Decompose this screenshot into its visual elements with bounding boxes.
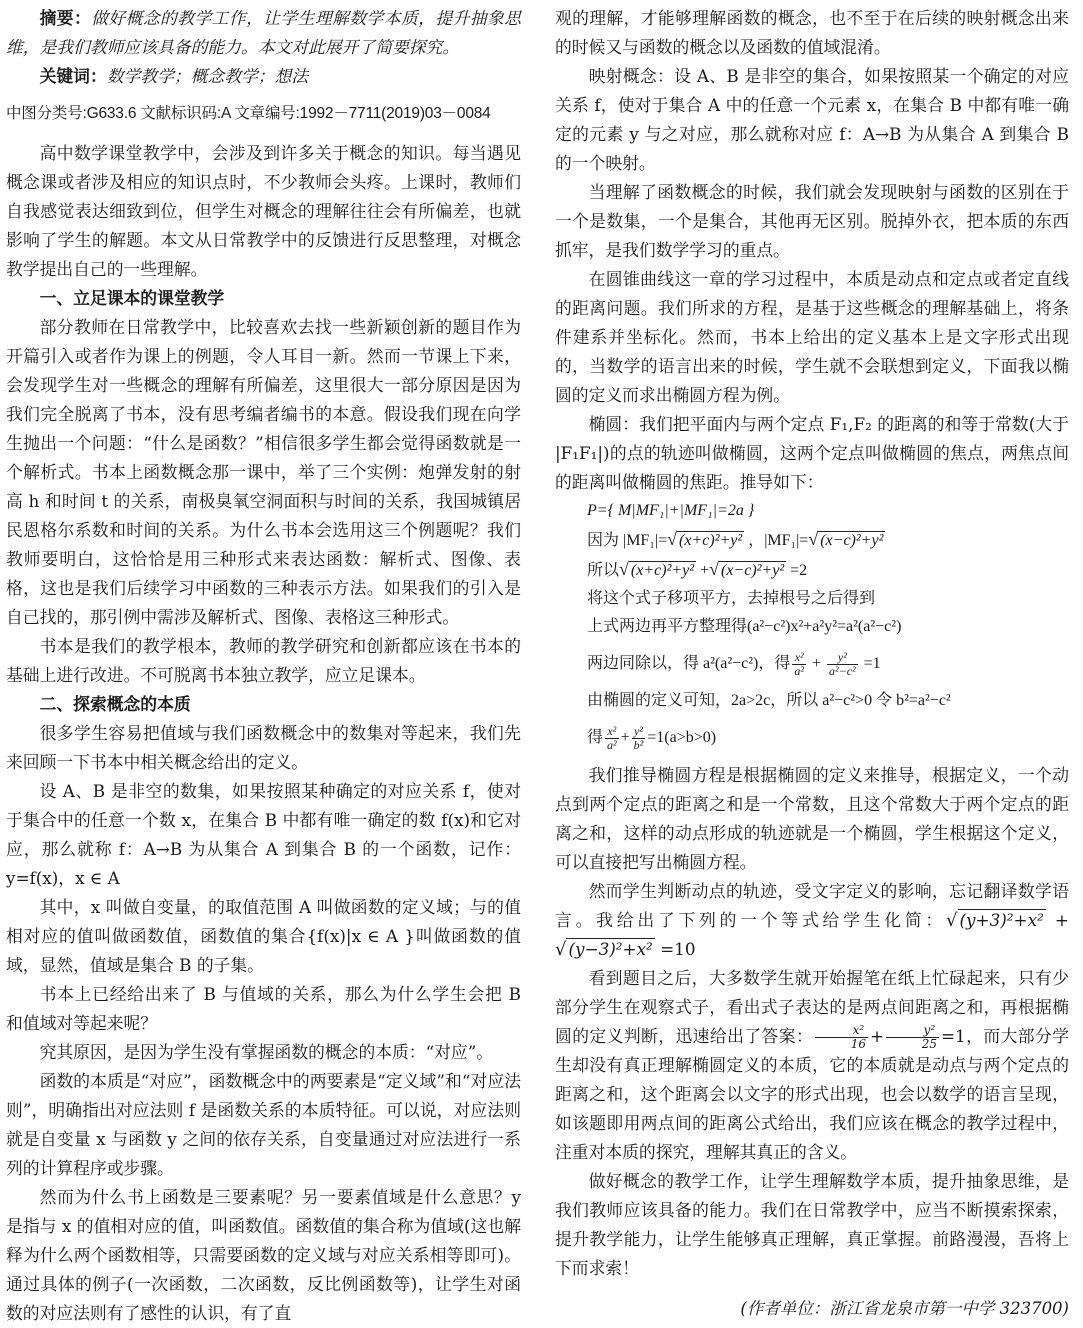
denominator: 25 (921, 1037, 937, 1051)
function-definition: 设 A、B 是非空的数集，如果按照某种确定的对应关系 f，使对于集合中的任意一个数 x，在集合 B 中都有唯一确定的数 f(x)和它对应，那么就称 f：A→B 为从集合 A 到集合 B 的一个函数，记作：y=f(x)，x ∈ A (6, 781, 521, 888)
paragraph: 部分教师在日常教学中，比较喜欢去找一些新颖创新的题目作为开篇引入或者作为课上的例题，令人耳目一新。然而一节课上下来，会发现学生对一些概念的理解有所偏差，这里很大一部分原因是因为我们完全脱离了书本，没有思考编者编书的本意。假设我们现在向学生抛出一个问题：“什么是函数？”相信很多学生都会觉得函数就是一个解析式。书本上函数概念那一课中，举了三个实例：炮弹发射的射高 h 和时间 t 的关系，南极臭氧空洞面积与时间的关系，我国城镇居民恩格尔系数和时间的关系。为什么书本会选用这三个例题呢？我们教师要明白，这恰恰是用三种形式来表达函数：解析式、图像、表格，这也是我们后续学习中函数的三种表示方法。如果我们的引入是自己找的，那引例中需涉及解析式、图像、表格这三种形式。 (6, 317, 521, 627)
eq2-prefix: 因为 |MF₁|= (587, 532, 668, 549)
plus: + (1045, 910, 1069, 930)
numerator: x² (605, 725, 619, 739)
paragraph: 当理解了函数概念的时候，我们就会发现映射与函数的区别在于一个是数集，一个是集合，其他再无区别。脱掉外衣，把本质的东西抓牢，是我们数学学习的重点。 (555, 182, 1069, 260)
radicand: (x−c)²+y² (820, 532, 884, 549)
eq2-mid: ，|MF₁|= (744, 532, 809, 549)
paragraph-text: 然而学生判断动点的轨迹，受文字定义的影响，忘记翻译数学语言。我给出了下列的一个等式给学生化简： (555, 881, 1069, 930)
paragraph: 观的理解，才能够理解函数的概念，也不至于在后续的映射概念出来的时候又与函数的概念以及函数的值域混淆。 (555, 8, 1069, 57)
paragraph: 函数的本质是“对应”，函数概念中的两要素是“定义域”和“对应法则”，明确指出对应法则 f 是函数关系的本质特征。可以说，对应法则就是自变量 x 与函数 y 之间的依存关系，自变量通过对应法进行一系列的计算程序或步骤。 (6, 1071, 521, 1178)
fraction (815, 1024, 868, 1051)
radicand: (x−c)²+y² (720, 562, 785, 579)
fraction (632, 725, 646, 752)
fraction (827, 651, 858, 678)
eq8-suffix: =1(a>b>0) (647, 729, 717, 746)
paragraph: 我们推导椭圆方程是根据椭圆的定义来推导，根据定义，一个动点到两个定点的距离之和是一个常数，且这个常数大于两个定点的距离之和，这样的动点形成的轨迹就是一个椭圆，学生根据这个定义，可以直接把写出椭圆方程。 (555, 765, 1069, 872)
ellipse-definition: 椭圆：我们把平面内与两个定点 F₁,F₂ 的距离的和等于常数(大于 |F₁F₁|)的点的轨迹叫做椭圆，这两个定点叫做椭圆的焦点，两焦点间的距离叫做椭圆的焦距。推导如下： (555, 414, 1069, 492)
radicand: (y+3)²+x² (959, 910, 1044, 930)
equation-divide (555, 641, 1069, 687)
equation-distances (555, 525, 1069, 555)
equation-set (555, 497, 1069, 525)
radicand: (y−3)²+x² (568, 939, 653, 959)
paragraph: 在圆锥曲线这一章的学习过程中，本质是动点和定点或者定直线的距离问题。我们所求的方程，是基于这些概念的理解基础上，将条件建系并坐标化。然而，书本上给出的定义基本上是文字形式出现的，当数学的语言出来的时候，学生就不会联想到定义，下面我以椭圆的定义而求出椭圆方程为例。 (555, 269, 1069, 405)
plus: + (808, 655, 826, 672)
plus: + (870, 1026, 885, 1046)
paragraph-text: 看到题目之后，大多数学生就开始握笔在纸上忙碌起来，只有少部分学生在观察式子，看出式子表达的是两点间距离之和，再根据椭圆的定义判断，迅速给出了答案： (555, 968, 1069, 1046)
abstract-label: 摘要： (39, 8, 92, 28)
keywords (6, 62, 521, 91)
section-heading-2: 二、探索概念的本质 (39, 694, 191, 714)
numerator: y² (827, 651, 858, 665)
mapping-definition: 映射概念：设 A、B 是非空的集合，如果按照某一个确定的对应关系 f，使对于集合 A 中的任意一个元素 x，在集合 B 中都有唯一确定的元素 y 与之对应，那么就称对应 f：A→B 为从集合 A 到集合 B 的一个映射。 (555, 66, 1069, 173)
numerator: x² (815, 1024, 868, 1038)
intro-paragraph: 高中数学课堂教学中，会涉及到许多关于概念的知识。每当遇见概念课或者涉及相应的知识点时，不少教师会头疼。上课时，教师们自我感觉表达细致到位，但学生对概念的理解往往会有所偏差，也就影响了学生的解题。本文从日常教学中的反馈进行反思整理，对概念教学提出自己的一些理解。 (6, 143, 521, 279)
equation-sum (555, 555, 1069, 585)
equation-step: 由椭圆的定义可知，2a>2c，所以 a²−c²>0 令 b²=a²−c² (587, 692, 951, 709)
sqrt-symbol: √ (619, 559, 629, 579)
paragraph: 究其原因，是因为学生没有掌握函数的概念的本质：“对应”。 (39, 1042, 494, 1062)
paragraph: 书本上已经给出来了 B 与值域的关系，那么为什么学生会把 B 和值域对等起来呢？ (6, 984, 521, 1033)
abstract-text: 做好概念的教学工作，让学生理解数学本质，提升抽象思维，是我们教师应该具备的能力。本文对此展开了简要探究。 (6, 8, 521, 57)
sqrt-symbol: √ (808, 529, 819, 549)
eq6-suffix: =1 (859, 655, 881, 672)
right-column (555, 4, 1069, 1323)
fraction (605, 725, 619, 752)
paragraph: 其中，x 叫做自变量，的取值范围 A 叫做函数的定义域；与的值相对应的值叫做函数值，函数值的集合{f(x)|x ∈ A }叫做函数的值域，显然，值域是集合 B 的子集。 (6, 897, 521, 975)
equation-step: 将这个式子移项平方，去掉根号之后得到 (587, 590, 876, 607)
denominator: b² (633, 737, 644, 752)
abstract (6, 4, 521, 62)
author-affiliation: (作者单位：浙江省龙泉市第一中学 323700) (740, 1299, 1069, 1318)
keywords-label: 关键词： (39, 66, 107, 86)
conclusion-paragraph: 做好概念的教学工作，让学生理解数学本质，提升抽象思维，是我们教师应该具备的能力。我们在日常教学中，应当不断摸索探索，提升教学能力，让学生能够真正理解，真正掌握。前路漫漫，吾将上下而求索！ (555, 1171, 1069, 1278)
plus: + (696, 562, 710, 579)
paragraph-with-equation (555, 877, 1069, 964)
section-heading-1: 一、立足课本的课堂教学 (39, 288, 225, 308)
left-column (6, 4, 521, 1328)
eq6-prefix: 两边同除以，得 a²(a²−c²)，得 (587, 655, 791, 672)
sqrt-symbol: √ (946, 910, 958, 931)
eq-set-text: P={ M|MF₁|+|MF₁|=2a } (587, 502, 755, 519)
radicand: (x+c)²+y² (630, 562, 695, 579)
paragraph-with-answer (555, 964, 1069, 1167)
fraction (792, 651, 806, 678)
paragraph: 然而为什么书上函数是三要素呢？另一要素值域是什么意思？y 是指与 x 的值相对应的值，叫函数值。函数值的集合称为值域(这也解释为什么两个函数相等，只需要函数的定义域与对应关系相等即可)。通过具体的例子(一次函数，二次函数，反比例函数等)，让学生对函数的对应法则有了感性的认识，有了直 (6, 1187, 521, 1323)
sqrt-symbol: √ (667, 529, 678, 549)
classification-line: 中图分类号:G633.6 文献标识码:A 文章编号:1992－7711(2019)03－0084 (6, 105, 491, 122)
sqrt-symbol: √ (555, 939, 567, 960)
equation-step: 上式两边再平方整理得(a²−c²)x²+a²y²=a²(a²−c²) (587, 618, 902, 635)
radicand: (x+c)²+y² (679, 532, 743, 549)
denominator: 16 (850, 1037, 867, 1051)
keywords-text: 数学教学；概念教学；想法 (106, 66, 309, 86)
eq8-prefix: 得 (587, 729, 604, 746)
numerator: y² (632, 725, 646, 739)
equation-result (555, 715, 1069, 761)
eq3-suffix: =2 (786, 562, 808, 579)
paragraph-text-cont: =1，而大部分学生却没有真正理解椭圆定义的本质，它的本质就是动点与两个定点的距离之和，这个距离会以文字的形式出现，也会以数学的语言呈现，如该题即用两点间的距离公式给出，我们应该在概念的教学过程中，注重对本质的探究，理解其真正的含义。 (555, 1026, 1069, 1162)
equation-suffix: =10 (654, 939, 696, 959)
eq3-prefix: 所以 (587, 562, 620, 579)
paragraph: 很多学生容易把值域与我们函数概念中的数集对等起来，我们先来回顾一下书本中相关概念给出的定义。 (6, 723, 521, 772)
numerator: x² (792, 651, 806, 665)
numerator: y² (886, 1024, 939, 1038)
denominator: a²−c² (829, 663, 856, 678)
paragraph: 书本是我们的教学根本，教师的教学研究和创新都应该在书本的基础上进行改进。不可脱离书本独立教学，应立足课本。 (6, 636, 521, 685)
fraction (886, 1024, 939, 1051)
denominator: a² (794, 663, 804, 678)
plus: + (620, 729, 630, 746)
sqrt-symbol: √ (709, 559, 719, 579)
denominator: a² (607, 737, 617, 752)
